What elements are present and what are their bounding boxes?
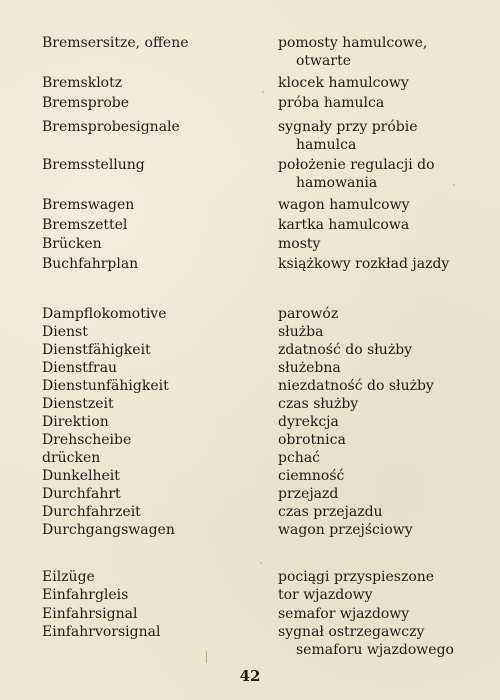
polish-translation: czas służby [278, 396, 359, 412]
polish-translation: służba [278, 324, 324, 340]
german-term: Eilzüge [42, 569, 95, 585]
german-term: Dienstfähigkeit [42, 342, 151, 358]
paper-speck [262, 91, 264, 93]
german-term: Buchfahrplan [42, 256, 139, 272]
german-term: Dienstunfähigkeit [42, 378, 169, 394]
german-term: Direktion [42, 414, 109, 430]
polish-translation: książkowy rozkład jazdy [278, 256, 450, 272]
german-term: Bremsklotz [42, 75, 123, 91]
polish-translation: przejazd [278, 486, 339, 502]
german-term: Dunkelheit [42, 468, 120, 484]
polish-translation: tor wjazdowy [278, 587, 373, 603]
paper-speck [260, 562, 262, 564]
german-term: Durchfahrt [42, 486, 121, 502]
german-term: drücken [42, 450, 101, 466]
german-term: Bremsstellung [42, 157, 145, 173]
german-term: Bremsprobe [42, 95, 130, 111]
polish-translation: kartka hamulcowa [278, 217, 410, 233]
polish-translation: zdatność do służby [278, 342, 413, 358]
german-term: Bremszettel [42, 217, 128, 233]
translation-continuation: hamowania [296, 175, 378, 191]
polish-translation: czas przejazdu [278, 504, 383, 520]
polish-translation: semafor wjazdowy [278, 606, 410, 622]
german-term: Durchfahrzeit [42, 504, 141, 520]
translation-line: pomosty hamulcowe, [278, 35, 428, 51]
german-term: Einfahrsignal [42, 606, 138, 622]
polish-translation: niezdatność do służby [278, 378, 434, 394]
polish-translation: wagon hamulcowy [278, 197, 410, 213]
german-term: Brücken [42, 236, 102, 252]
german-term: Dienstzeit [42, 396, 114, 412]
paper-speck [453, 184, 455, 186]
polish-translation: dyrekcja [278, 414, 339, 430]
polish-translation [278, 623, 454, 659]
german-term: Drehscheibe [42, 432, 132, 448]
german-term: Durchgangswagen [42, 522, 175, 538]
page-number: 42 [239, 667, 261, 685]
translation-continuation: otwarte [296, 53, 351, 69]
german-term: Dienst [42, 324, 88, 340]
polish-translation [278, 34, 427, 70]
german-term: Einfahrvorsignal [42, 624, 161, 640]
polish-translation: parowóz [278, 306, 339, 322]
translation-continuation: hamulca [296, 137, 357, 153]
german-term: Dienstfrau [42, 360, 118, 376]
polish-translation: próba hamulca [278, 95, 385, 111]
polish-translation [278, 118, 418, 154]
translation-continuation: semaforu wjazdowego [296, 642, 454, 658]
german-term: Bremsersitze, offene [42, 35, 189, 51]
german-term: Dampflokomotive [42, 306, 167, 322]
polish-translation: służebna [278, 360, 341, 376]
polish-translation [278, 156, 435, 192]
german-term: Bremsprobesignale [42, 119, 180, 135]
polish-translation: klocek hamulcowy [278, 75, 409, 91]
german-term: Bremswagen [42, 197, 135, 213]
translation-line: sygnał ostrzegawczy [278, 624, 425, 640]
polish-translation: wagon przejściowy [278, 522, 413, 538]
polish-translation: ciemność [278, 468, 345, 484]
german-term: Einfahrgleis [42, 587, 129, 603]
polish-translation: pociągi przyspieszone [278, 569, 435, 585]
polish-translation: mosty [278, 236, 321, 252]
polish-translation: obrotnica [278, 432, 346, 448]
polish-translation: pchać [278, 450, 321, 466]
translation-line: położenie regulacji do [278, 157, 435, 173]
paper-speck [206, 651, 207, 663]
translation-line: sygnały przy próbie [278, 119, 418, 135]
